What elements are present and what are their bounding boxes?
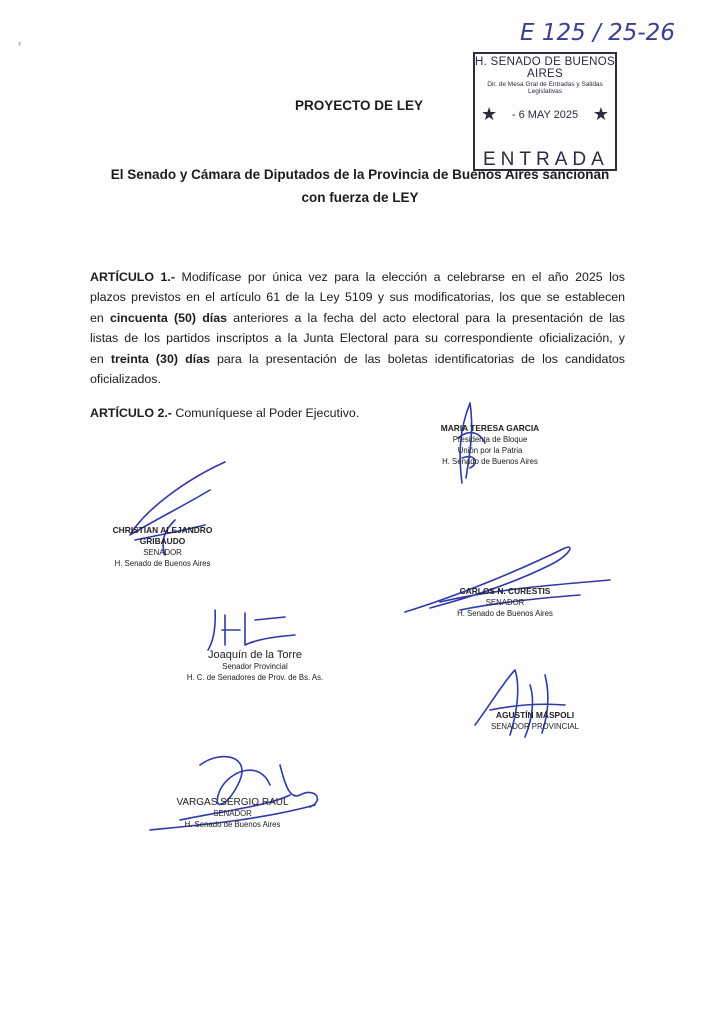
article-1 [90,267,625,389]
subtitle-line-2: con fuerza de LEY [301,190,419,205]
star-icon: ★ [481,104,498,124]
article-2: ARTÍCULO 2.- Comuníquese al Poder Ejecutivo. [90,406,360,420]
signature-maspoli-scribble [470,665,580,745]
document-title: PROYECTO DE LEY [295,98,424,113]
stamp-title: H. SENADO DE BUENOS AIRES [475,56,615,80]
handwritten-note [520,12,710,52]
margin-mark: › [18,38,21,48]
article-2-label: ARTÍCULO 2.- [90,406,172,420]
signature-curestis: CARLOS N. CURESTIS SENADOR H. Senado de Buenos Aires [457,586,553,618]
entry-stamp [473,52,617,171]
signature-garcia: MARIA TERESA GARCIA Presidenta de Bloque Unión por la Patria H. Senado de Buenos Aires [440,423,540,466]
stamp-date: - 6 MAY 2025 [511,109,579,121]
signature-delatorre: Joaquín de la Torre Senador Provincial H. C. de Senadores de Prov. de Bs. As. [186,649,324,682]
signature-gribaudo: CHRISTIAN ALEJANDRO GRIBAUDO SENADOR H. Senado de Buenos Aires [112,525,213,568]
svg-text:E 125 / 25-26: E 125 / 25-26 [520,20,675,46]
subtitle-line-1: El Senado y Cámara de Diputados de la Provincia de Buenos Aires sancionan [110,167,610,182]
stamp-entry: ENTRADA [483,149,609,170]
stamp-subtitle: Dir. de Mesa Gral de Entradas y Salidas Legislativas [487,81,603,95]
article-1-line-4: listas de los partidos inscriptos a la Junta Electoral para su correspondiente oficialización, y [90,331,625,346]
article-1-line-2: plazos previstos en el artículo 61 de la Ley 5109 y sus modificatorias, los que se establecen [90,290,625,305]
signature-vargas: VARGAS SERGIO RAUL SENADOR H. Senado de Buenos Aires [176,797,289,829]
article-1-line-1: ARTÍCULO 1.- Modifícase por única vez para la elección a celebrarse en el año 2025 los [90,270,625,284]
article-1-label: ARTÍCULO 1.- [90,270,175,284]
article-1-line-6: oficializados. [90,372,161,387]
article-1-line-5: en treinta (30) días para la presentación de las boletas identificatorias de los candidatos [90,351,625,366]
document-subtitle [80,163,640,209]
article-1-line-3: en cincuenta (50) días anteriores a la fecha del acto electoral para la presentación de las [90,310,625,325]
signature-maspoli: AGUSTÍN MÁSPOLI SENADOR PROVINCIAL [491,710,579,731]
star-icon: ★ [592,104,609,124]
signature-delatorre-scribble [200,605,300,655]
